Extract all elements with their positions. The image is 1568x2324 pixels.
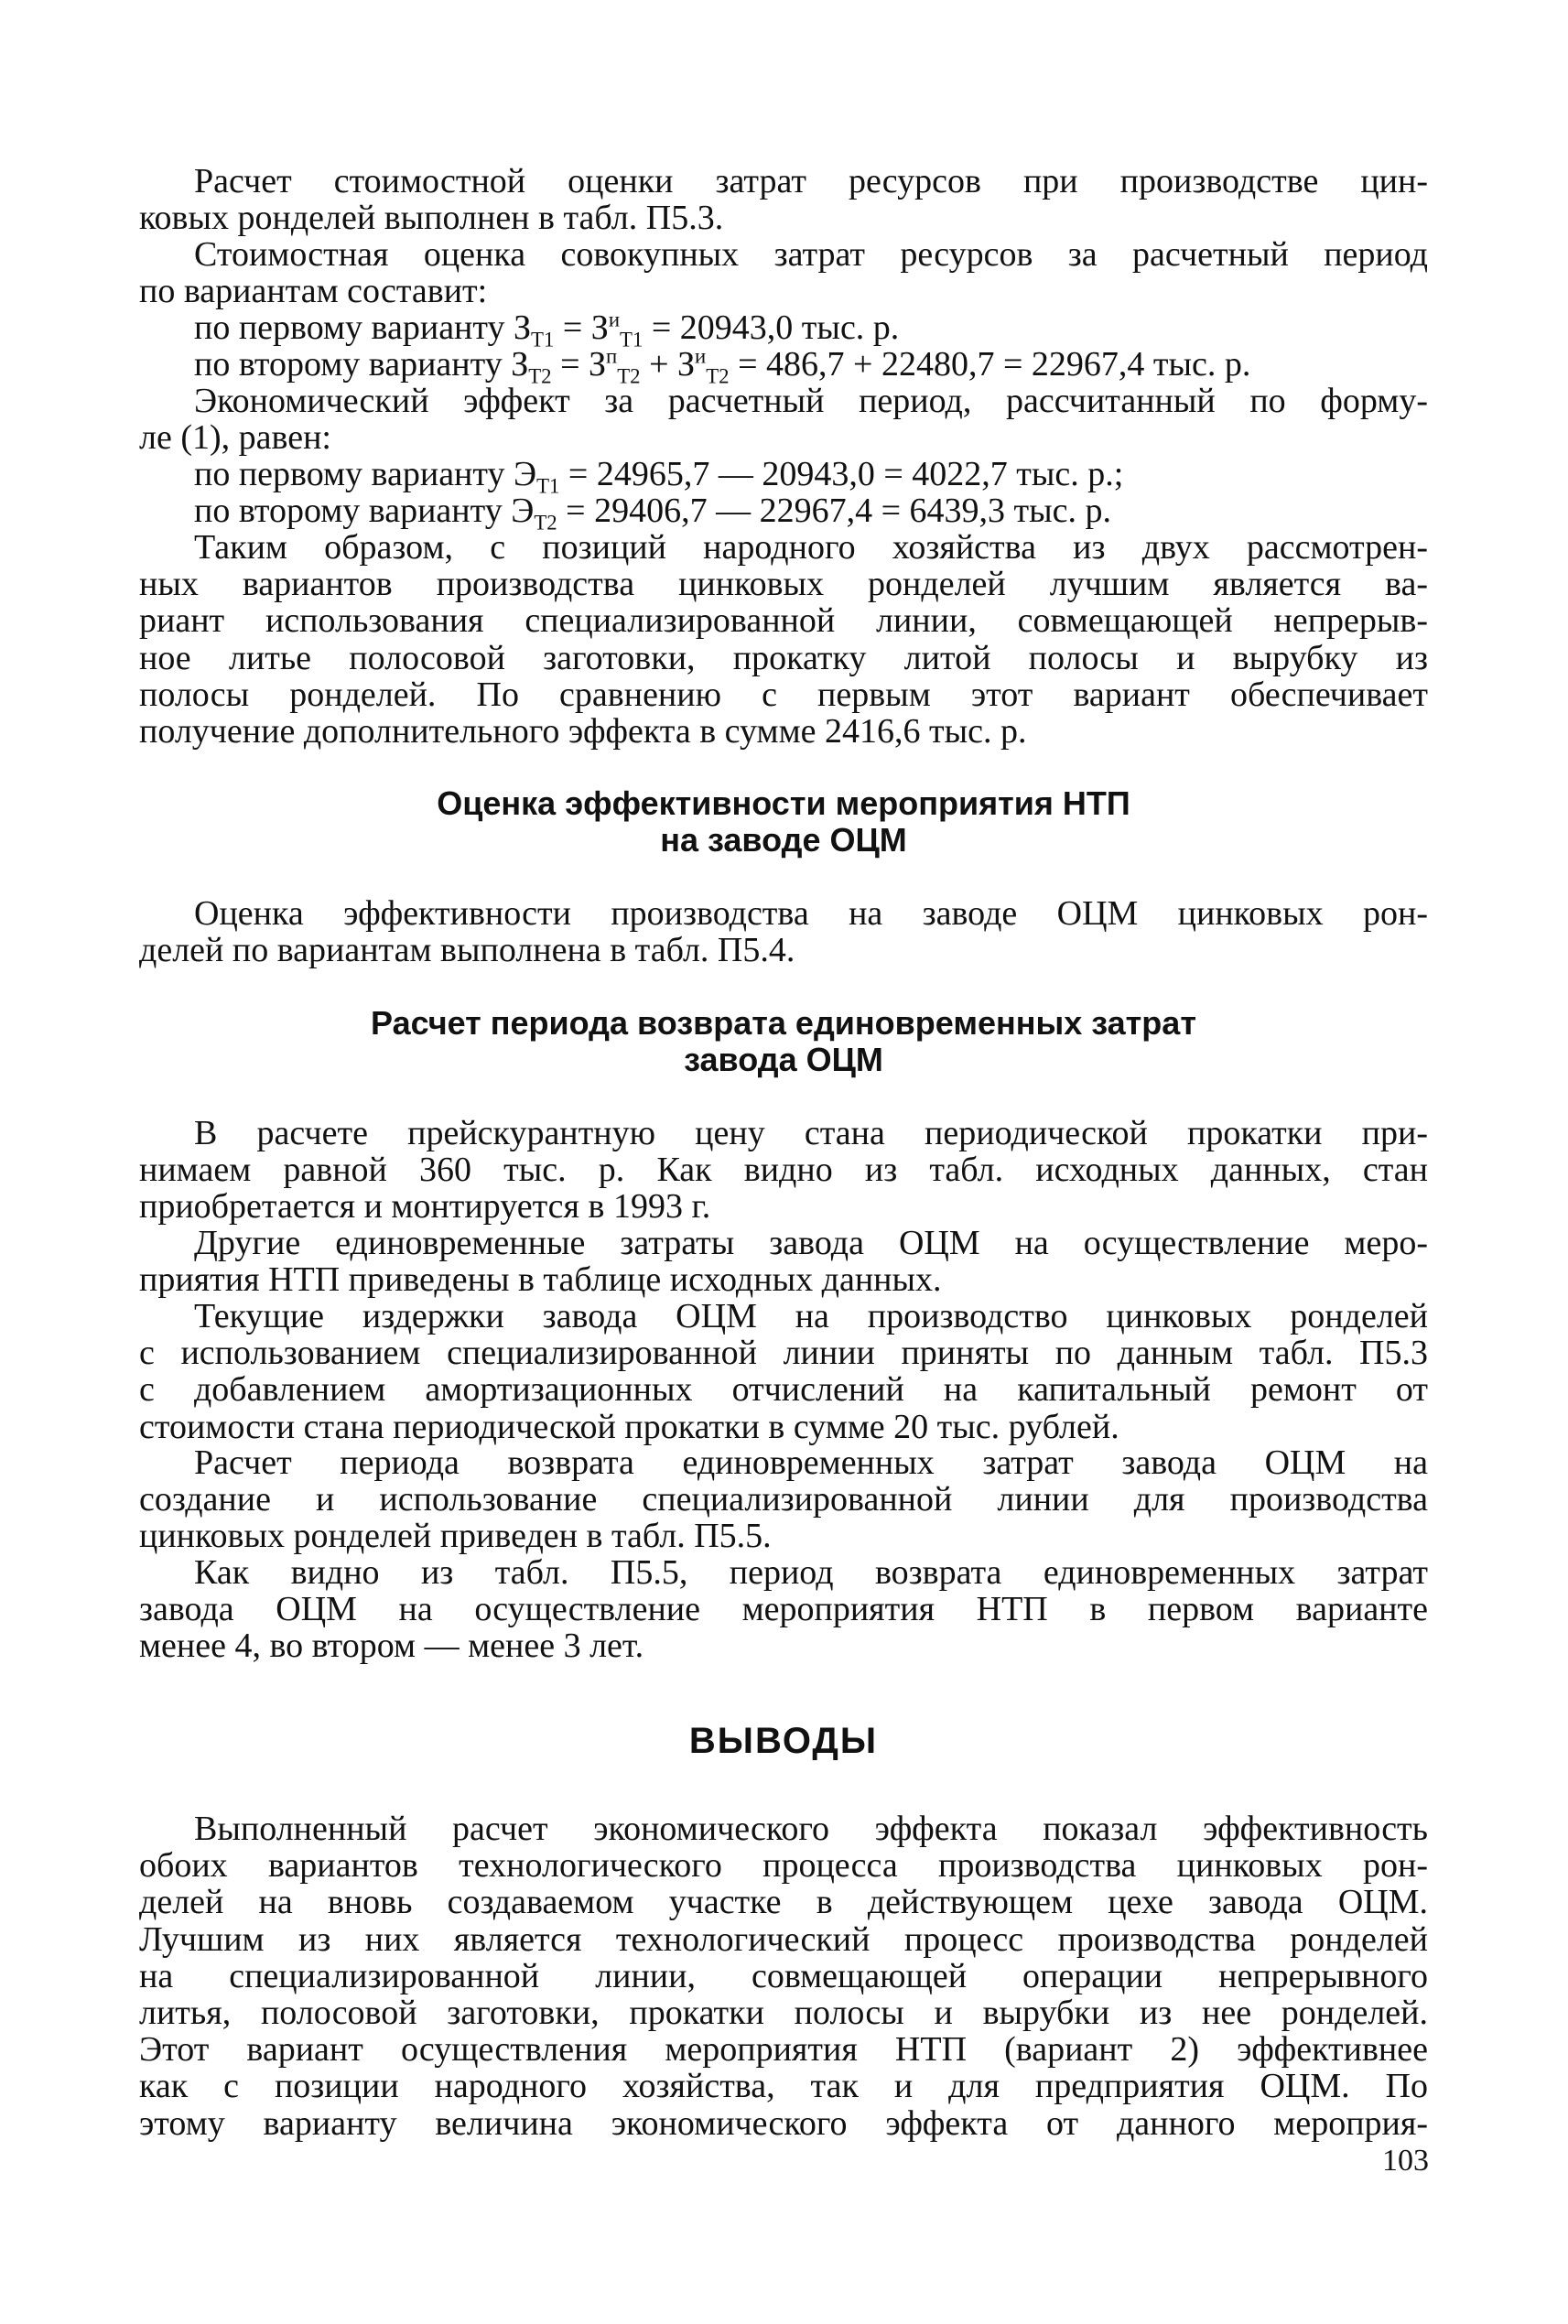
text-line: нимаем равной 360 тыс. р. Как видно из табл. исходных данных, стан [139,1151,1428,1190]
text-line: завода ОЦМ на осуществление мероприятия НТП в первом варианте [139,1590,1428,1629]
formula-sub: T2 [534,511,557,535]
formula-sub: T1 [536,474,560,498]
paragraph-3 [139,383,1428,456]
text-line: Текущие издержки завода ОЦМ на производство цинковых ронделей [194,1297,1428,1335]
text-line: литья, полосовой заготовки, прокатки полосы и вырубки из нее ронделей. [139,1994,1428,2033]
page-number: 103 [1382,2144,1429,2178]
text-line: делей по вариантам выполнена в табл. П5.4. [139,931,795,970]
text-line: Этот вариант осуществления мероприятия НТП (вариант 2) эффективнее [139,2030,1428,2070]
text-line: В расчете прейскурантную цену стана периодической прокатки при- [194,1114,1428,1152]
text-line: ковых ронделей выполнен в табл. П5.3. [139,199,724,238]
text-line: полосы ронделей. По сравнению с первым этот вариант обеспечивает [139,675,1428,714]
formula-sup: п [606,344,618,368]
paragraph-5 [139,895,1428,968]
text-line: создание и использование специализированной линии для производства [139,1480,1428,1519]
text-line: Расчет периода возврата единовременных затрат завода ОЦМ на [194,1443,1428,1482]
formula-text: по второму варианту З [194,345,529,384]
formula-sup: и [695,344,707,368]
text-line: Другие единовременные затраты завода ОЦМ на осуществление меро- [194,1224,1428,1262]
heading-line: Оценка эффективности мероприятия НТП [437,784,1130,822]
text-line: ное литье полосовой заготовки, прокатку литой полосы и вырубку из [139,638,1428,677]
formula-sup: и [608,308,621,331]
formula-sub: T2 [617,364,641,388]
formula-cost-variant-1 [139,308,1428,351]
formula-sub: T1 [531,328,555,351]
text-line: на специализированной линии, совмещающей операции непрерывного [139,1956,1428,1995]
paragraph-10 [139,1554,1428,1665]
paragraph-8 [139,1298,1428,1445]
paragraph-6 [139,1115,1428,1226]
formula-cost-variant-2 [139,344,1428,388]
paragraph-11 [139,1811,1428,2142]
text-line: делей на вновь создаваемом участке в действующем цехе завода ОЦМ. [139,1883,1428,1922]
formula-text: = 29406,7 — 22967,4 = 6439,3 тыс. р. [557,492,1112,530]
text-line: как с позиции народного хозяйства, так и для предприятия ОЦМ. По [139,2067,1428,2106]
formula-effect-variant-2 [139,492,1428,535]
text-line: менее 4, во втором — менее 3 лет. [139,1627,644,1666]
section-heading-payback [139,1005,1428,1078]
formula-text: по первому варианту З [194,308,532,347]
formula-text: = 24965,7 — 20943,0 = 4022,7 тыс. р.; [559,455,1124,493]
paragraph-9 [139,1444,1428,1555]
heading-line: завода ОЦМ [684,1041,883,1078]
paragraph-1 [139,163,1428,236]
formula-text: = З [554,308,609,347]
text-line: ле (1), равен: [139,418,331,458]
text-line: цинковых ронделей приведен в табл. П5.5. [139,1517,772,1556]
formula-text: = 20943,0 тыс. р. [643,308,900,347]
formula-sub: T1 [620,328,643,351]
text-line: Таким образом, с позиций народного хозяйства из двух рассмотрен- [194,528,1428,567]
paragraph-7 [139,1225,1428,1298]
text-line: Экономический эффект за расчетный период, рассчитанный по форму- [194,382,1428,420]
text-line: стоимости стана периодической прокатки в сумме 20 тыс. рублей. [139,1407,1119,1446]
formula-text: + З [640,345,696,384]
text-line: обоих вариантов технологического процесса производства цинковых рон- [139,1846,1428,1886]
text-line: Оценка эффективности производства на заводе ОЦМ цинковых рон- [194,894,1428,933]
section-heading-efficiency [139,785,1428,859]
formula-text: = З [551,345,607,384]
text-line: Лучшим из них является технологический процесс производства ронделей [139,1919,1428,1959]
text-line: Как видно из табл. П5.5, период возврата единовременных затрат [194,1553,1428,1592]
formula-sub: T2 [528,364,552,388]
formula-text: по первому варианту Э [194,455,537,493]
paragraph-2 [139,236,1428,309]
heading-line: на заводе ОЦМ [660,821,907,859]
text-line: Расчет стоимостной оценки затрат ресурсов при производстве цин- [194,162,1428,200]
section-heading-conclusions: ВЫВОДЫ [688,1721,879,1761]
text-line: Стоимостная оценка совокупных затрат ресурсов за расчетный период [194,235,1428,274]
text-line: приобретается и монтируется в 1993 г. [139,1187,711,1227]
text-line: получение дополнительного эффекта в сумме 2416,6 тыс. р. [139,712,1027,751]
text-line: этому варианту величина экономического эффекта от данного мероприя- [139,2103,1428,2143]
text-line: ных вариантов производства цинковых ронделей лучшим является ва- [139,565,1428,604]
formula-text: = 486,7 + 22480,7 = 22967,4 тыс. р. [729,345,1251,384]
text-line: Выполненный расчет экономического эффекта показал эффективность [194,1810,1428,1848]
text-line: с добавлением амортизационных отчислений на капитальный ремонт от [139,1370,1428,1410]
text-line: с использованием специализированной линии приняты по данным табл. П5.3 [139,1334,1428,1373]
text-line: риант использования специализированной линии, совмещающей непрерыв- [139,601,1428,641]
text-line: приятия НТП приведены в таблице исходных данных. [139,1260,942,1300]
heading-line: Расчет периода возврата единовременных затрат [371,1004,1196,1042]
formula-sub: T2 [706,364,730,388]
formula-text: по второму варианту Э [194,492,535,530]
paragraph-4 [139,529,1428,750]
text-line: по вариантам составит: [139,272,488,311]
formula-effect-variant-1 [139,455,1428,498]
